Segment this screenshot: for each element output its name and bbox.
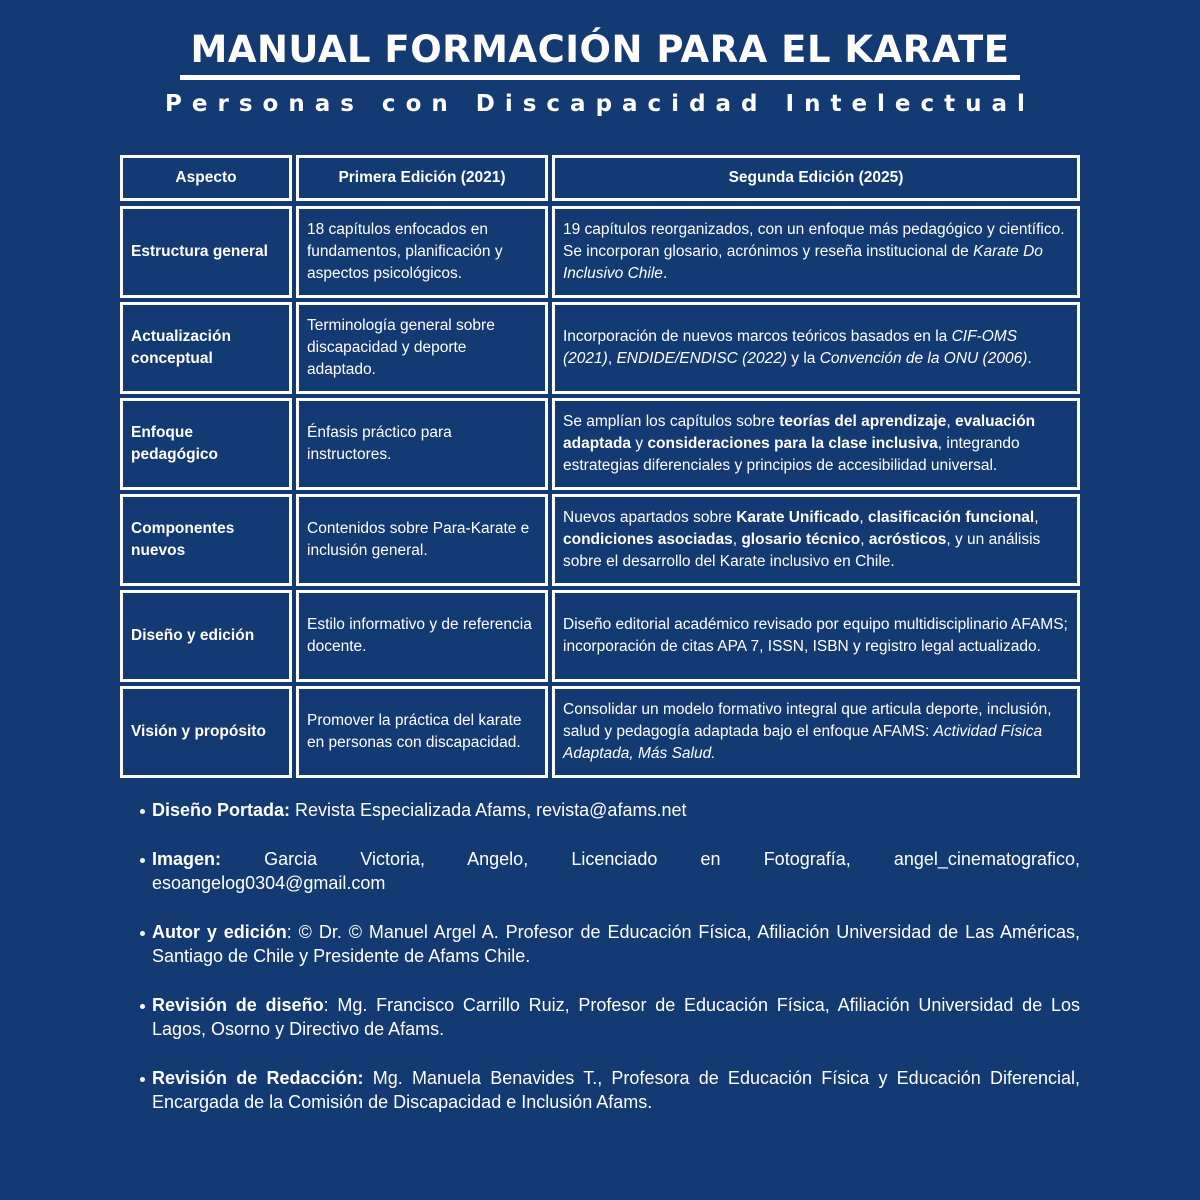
aspect-text: Enfoque pedagógico [131,424,218,463]
second-edition-text [563,411,1069,477]
credit-text: : Mg. Francisco Carrillo Ruiz, Profesor de Educación Física, Afiliación Universidad de Los Lagos, Osorno y Directivo de Afams. [152,995,1080,1039]
first-edition-text: 18 capítulos enfocados en fundamentos, planificación y aspectos psicológicos. [307,221,503,282]
row-aspect-cell [120,590,292,682]
bold-term: glosario técnico [741,531,861,548]
row-first-edition-cell [296,494,548,586]
bold-term: Karate Unificado [736,509,860,526]
credit-text: Mg. Manuela Benavides T., Profesora de Educación Física y Educación Diferencial, Encargada de la Comisión de Discapacidad e Inclusión Afams. [152,1068,1080,1112]
credit-label: Revisión de diseño [152,995,324,1015]
text-segment: , [859,509,868,526]
aspect-text: Componentes nuevos [131,520,235,559]
text-segment: , [732,531,742,548]
second-edition-text [563,326,1069,370]
credit-item [138,1066,1080,1114]
italic-term: Actividad Física Adaptada, Más Salud. [563,723,1043,762]
second-edition-text [563,699,1069,765]
italic-term: Convención de la ONU (2006) [819,350,1028,367]
italic-term: CIF-OMS (2021) [563,328,1018,367]
bold-term: teorías del aprendizaje [779,413,947,430]
row-first-edition-cell [296,686,548,778]
text-segment: , [607,350,617,367]
first-edition-text: Énfasis práctico para instructores. [307,424,452,463]
text-segment: , [1034,509,1039,526]
row-aspect-cell [120,686,292,778]
bold-term: clasificación funcional [867,509,1035,526]
bold-term: evaluación adaptada [563,413,1036,452]
credit-item [138,847,1080,895]
bold-term: condiciones asociadas [563,531,733,548]
text-segment: y [631,435,648,452]
credit-label: Imagen: [152,849,222,869]
bold-term: consideraciones para la clase inclusiva [647,435,938,452]
row-first-edition-cell [296,206,548,298]
row-second-edition-cell [552,494,1080,586]
italic-term: ENDIDE/ENDISC (2022) [616,350,787,367]
credit-label: Revisión de Redacción: [152,1068,364,1088]
row-second-edition-cell [552,206,1080,298]
credit-text: Revista Especializada Afams, revista@afams.net [290,800,687,820]
credit-item [138,798,1080,822]
aspect-text: Estructura general [131,243,268,260]
text-segment: Se amplían los capítulos sobre [563,413,780,430]
row-first-edition-cell [296,302,548,394]
credit-text: Garcia Victoria, Angelo, Licenciado en Fotografía, angel_cinematografico, [221,849,1080,869]
credit-item [138,993,1080,1041]
first-edition-text: Contenidos sobre Para-Karate e inclusión general. [307,520,530,559]
row-second-edition-cell [552,398,1080,490]
row-second-edition-cell [552,590,1080,682]
row-second-edition-cell [552,302,1080,394]
text-segment: 19 capítulos reorganizados, con un enfoque más pedagógico y científico. Se incorporan glosario, acrónimos y reseña institucional de [563,221,1065,260]
text-segment: Diseño editorial académico revisado por equipo multidisciplinario AFAMS; incorporación de citas APA 7, ISSN, ISBN y registro legal actualizado. [563,616,1068,655]
first-edition-text: Terminología general sobre discapacidad y deporte adaptado. [307,317,495,378]
header-cell-first-edition: Primera Edición (2021) [296,155,548,201]
header-cell-second-edition: Segunda Edición (2025) [552,155,1080,201]
page-title: MANUAL FORMACIÓN PARA EL KARATE [190,28,1010,71]
text-segment: Consolidar un modelo formativo integral que articula deporte, inclusión, salud y pedagogía adaptada bajo el enfoque AFAMS: [563,701,1052,740]
row-aspect-cell [120,494,292,586]
row-first-edition-cell [296,590,548,682]
page-subtitle: Personas con Discapacidad Intelectual [165,91,1035,117]
text-segment: , integrando estrategias diferenciales y principios de accesibilidad universal. [563,435,1020,474]
second-edition-text [563,219,1069,285]
row-aspect-cell [120,398,292,490]
bold-term: acrósticos [868,531,947,548]
credit-item [138,920,1080,968]
row-aspect-cell [120,302,292,394]
second-edition-text [563,614,1069,658]
aspect-text: Actualización conceptual [131,328,231,367]
aspect-text: Diseño y edición [131,627,255,644]
row-second-edition-cell [552,686,1080,778]
text-segment: y la [786,350,820,367]
credit-label: Autor y edición [152,922,287,942]
title-underline [180,75,1020,80]
first-edition-text: Estilo informativo y de referencia docente. [307,616,532,655]
first-edition-text: Promover la práctica del karate en personas con discapacidad. [307,712,522,751]
credits-list [138,798,1080,1139]
text-segment: . [1027,350,1032,367]
italic-term: Karate Do Inclusivo Chile [563,243,1043,282]
text-segment: Nuevos apartados sobre [563,509,737,526]
row-aspect-cell [120,206,292,298]
row-first-edition-cell [296,398,548,490]
text-segment: , y un análisis sobre el desarrollo del Karate inclusivo en Chile. [563,531,1041,570]
text-segment: , [946,413,956,430]
second-edition-text [563,507,1069,573]
text-segment: Incorporación de nuevos marcos teóricos basados en la [563,328,952,345]
credit-label: Diseño Portada: [152,800,291,820]
text-segment: . [662,265,668,282]
credit-email: esoangelog0304@gmail.com [152,873,386,893]
aspect-text: Visión y propósito [131,723,266,740]
header-cell-aspect: Aspecto [120,155,292,201]
text-segment: , [860,531,869,548]
credit-text: : © Dr. © Manuel Argel A. Profesor de Educación Física, Afiliación Universidad de Las Américas, Santiago de Chile y Presidente de Afams Chile. [152,922,1081,966]
